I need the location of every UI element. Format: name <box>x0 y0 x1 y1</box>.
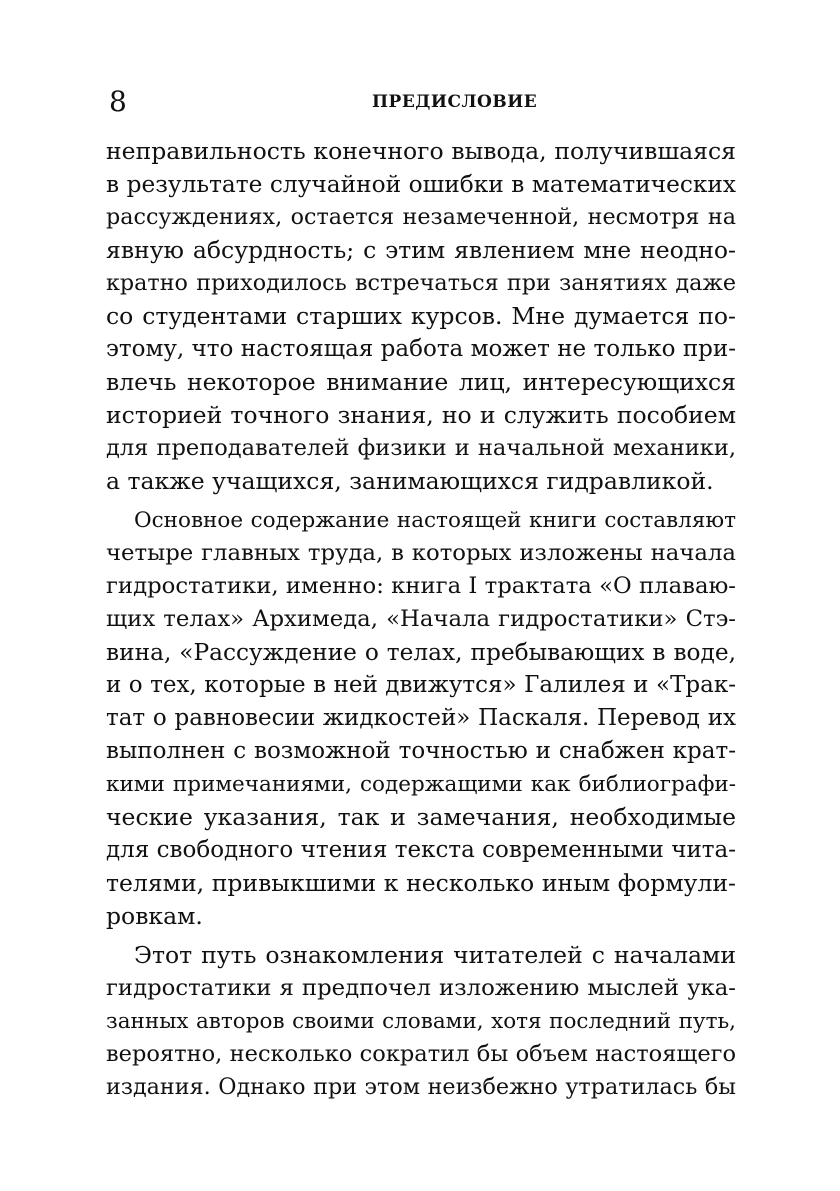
text-line: явную абсурдность; с этим явлением мне неодно- <box>106 236 736 264</box>
body-text <box>106 135 736 1104</box>
text-line: вина, «Рассуждение о телах, пребывающих в воде, <box>106 639 736 666</box>
text-line: а также учащихся, занимающихся гидравликой. <box>106 467 714 495</box>
text-line: щих телах» Архимеда, «Начала гидростатики» Стэ- <box>106 606 736 632</box>
text-line: рассуждениях, остается незамеченной, несмотря на <box>106 204 736 230</box>
text-line: четыре главных труда, в которых изложены начала <box>106 540 736 566</box>
text-line: Этот путь ознакомления читателей с началами <box>134 941 736 969</box>
text-line: вероятно, несколько сократил бы объем настоящего <box>106 1041 736 1067</box>
paragraph-2 <box>106 504 736 933</box>
text-line: для преподавателей физики и начальной механики, <box>106 435 736 461</box>
text-line: ческие указания, так и замечания, необходимые <box>106 803 736 831</box>
text-line: тат о равновесии жидкостей» Паскаля. Перевод их <box>106 705 736 731</box>
text-line: неправильность конечного вывода, получившаяся <box>106 137 736 165</box>
text-line: этому, что настоящая работа может не только при- <box>106 336 736 362</box>
text-line: и о тех, которые в ней движутся» Галилея и «Трак- <box>106 672 736 698</box>
text-line: в результате случайной ошибки в математических <box>106 171 736 198</box>
text-line: издания. Однако при этом неизбежно утратилась бы <box>106 1074 736 1100</box>
running-title: ПРЕДИСЛОВИЕ <box>372 92 538 112</box>
text-line: кими примечаниями, содержащими как библиографи- <box>106 772 736 797</box>
text-line: влечь некоторое внимание лиц, интересующихся <box>106 368 736 396</box>
text-line: гидростатики я предпочел изложению мыслей ука- <box>106 975 736 1001</box>
page-number: 8 <box>109 85 127 118</box>
text-line: ровкам. <box>106 902 203 930</box>
text-line: занных авторов своими словами, хотя последний путь, <box>106 1009 736 1034</box>
text-line: историей точного знания, но и служить пособием <box>106 401 736 429</box>
text-line: выполнен с возможной точностью и снабжен крат- <box>106 738 736 764</box>
text-line: со студентами старших курсов. Мне думается по- <box>106 302 736 330</box>
text-line: Основное содержание настоящей книги составляют <box>134 508 736 533</box>
text-line: для свободного чтения текста современными чита- <box>106 837 736 863</box>
paragraph-3 <box>106 939 736 1104</box>
text-line: кратно приходилось встречаться при занятиях даже <box>106 270 736 296</box>
paragraph-1 <box>106 135 736 498</box>
text-line: телями, привыкшими к несколько иным формули- <box>106 869 736 897</box>
text-line: гидростатики, именно: книга I трактата «О плаваю- <box>106 573 736 599</box>
